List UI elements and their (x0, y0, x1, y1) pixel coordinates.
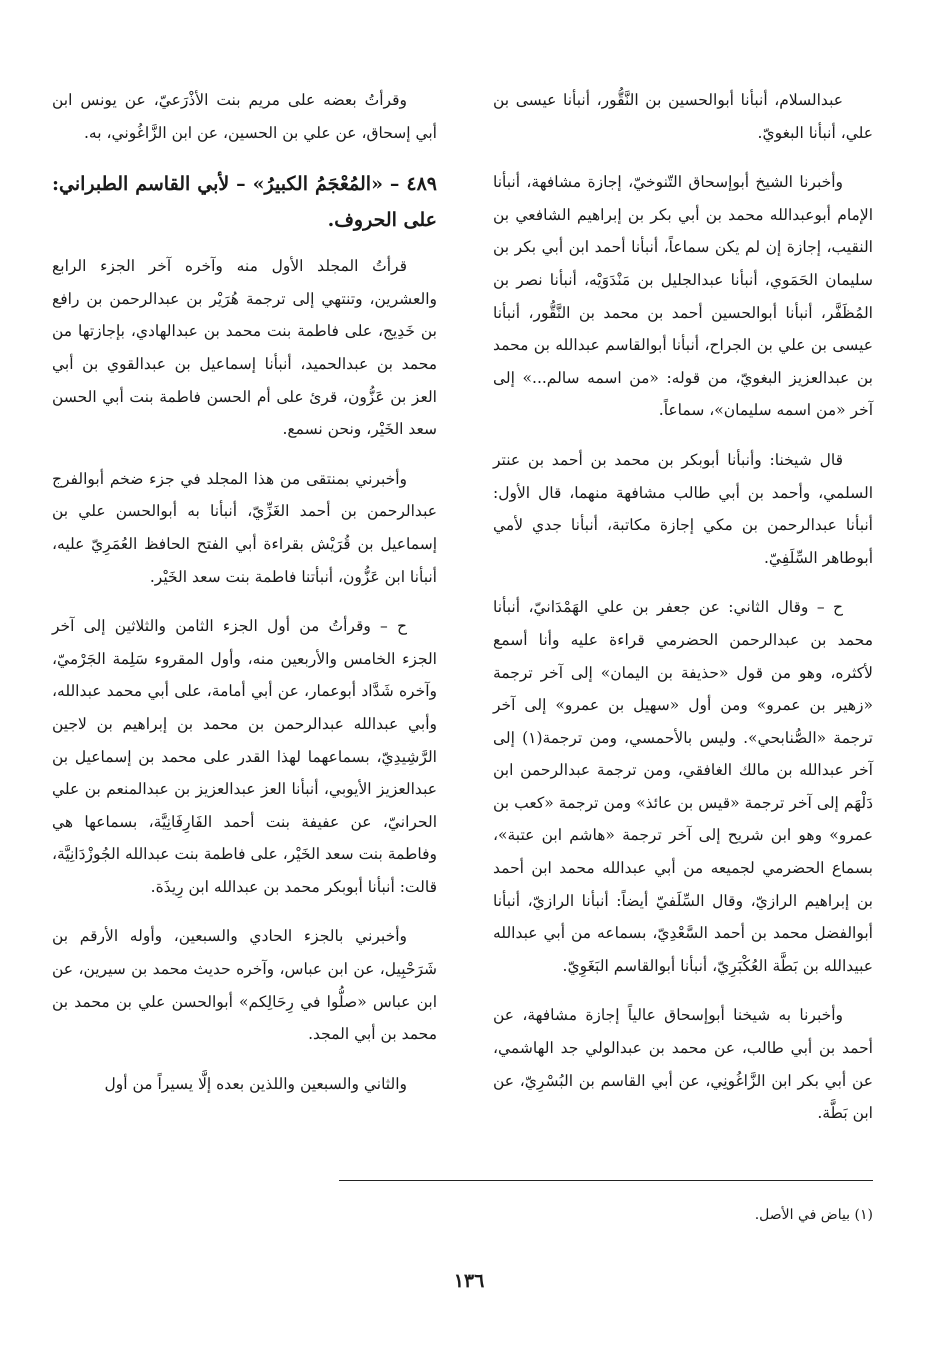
right-column (493, 84, 873, 1147)
right-paragraph-1: عبدالسلام، أنبأنا أبوالحسين بن النَّقُّور، أنبأنا عيسى بن علي، أنبأنا البغويّ. (493, 91, 873, 142)
left-paragraph-2: قرأتُ المجلد الأول منه وآخره آخر الجزء الرابع والعشرين، وتنتهي إلى ترجمة هُرَيْر بن عبدالرحمن بن رافع بن خَدِيج، على فاطمة بنت محمد بن عبدالهادي، بإجازتها من محمد بن عبدالحميد، أنبأنا إسماعيل بن عبدالقوي بن أبي العز بن عَزُّون، قرئ على أم الحسن فاطمة بنت أبي الحسن سعد الخَيْر، ونحن نسمع. (52, 257, 437, 439)
right-paragraph-5: وأخبرنا به شيخنا أبوإسحاق عالياً إجازة مشافهة، عن أحمد بن أبي طالب، عن محمد بن عبدالولي جد الهاشمي، عن أبي بكر ابن الزَّاغُونِي، عن أبي القاسم بن البُسْرِيّ، عن ابن بَطَّة. (493, 1006, 873, 1123)
right-paragraph-2: وأخبرنا الشيخ أبوإسحاق التّنوخيّ، إجازة مشافهة، أنبأنا الإمام أبوعبدالله محمد بن أبي بكر بن إبراهيم الشافعي بن النقيب، إجازة إن لم يكن سماعاً، أنبأنا أحمد ابن أبي بكر بن سليمان الحَمَوي، أنبأنا عبدالجليل بن مَنْدَوَيْه، أنبأنا نصر بن المُظَفَّر، أنبأنا أبوالحسين أحمد بن محمد بن النَّقُّور، أنبأنا عيسى بن علي بن الجراح، أنبأنا أبوالقاسم عبدالله بن محمد بن عبدالعزيز البغويّ، من قوله: «من اسمه سالم...» إلى آخر «من اسمه سليمان»، سماعاً. (493, 173, 873, 420)
left-paragraph-6: والثاني والسبعين واللذين بعده إلَّا يسيراً من أول (104, 1074, 407, 1093)
page-number: ١٣٦ (453, 1270, 485, 1292)
left-paragraph-4: ح – وقرأتُ من أول الجزء الثامن والثلاثين إلى آخر الجزء الخامس والأربعين منه، وأول المقروء سَلِمة الجَرْميّ، وآخره شَدَّاد أبوعمار، عن أبي أمامة، على أبي محمد عبدالله، وأبي عبدالله عبدالرحمن بن محمد بن إبراهيم بن لاجين الرَّشِيدِيّ، بسماعهما لهذا القدر على محمد بن إسماعيل بن عبدالعزيز الأيوبي، أنبأنا العز عبدالعزيز بن عبدالمنعم بن علي الحرانيّ، عن عفيفة بنت أحمد الفَارِفَانِيَّة، بسماعها هي وفاطمة بنت سعد الخَيْر، على فاطمة بنت عبدالله الجُوزْدَانِيَّة، قالت: أنبأنا أبوبكر محمد بن عبدالله ابن رِيذَة. (52, 617, 437, 896)
footnote: (١) بياض في الأصل. (754, 1207, 873, 1223)
left-paragraph-3: وأخبرني بمنتقى من هذا المجلد في جزء ضخم أبوالفرج عبدالرحمن بن أحمد الغَزِّيّ، أنبأنا به أبوالحسن علي بن إسماعيل بن قُرَيْش بقراءة أبي الفتح الحافظ العُمَرِيّ عليه، أنبأنا ابن عَزُّون، أنبأتنا فاطمة بنت سعد الخَيْر. (52, 469, 437, 586)
right-paragraph-3: قال شيخنا: وأنبأنا أبوبكر بن محمد بن أحمد بن عنتر السلمي، وأحمد بن أبي طالب مشافهة منهما، قال الأول: أنبأنا عبدالرحمن بن مكي إجازة مكاتبة، أنبأنا جدي لأمي أبوطاهر السِّلَفِيّ. (493, 450, 873, 567)
left-column (52, 84, 437, 1117)
left-paragraph-1: وقرأتُ بعضه على مريم بنت الأذْرَعيّ، عن يونس ابن أبي إسحاق، عن علي بن الحسين، عن ابن الزَّاغُوني، به. (52, 91, 437, 142)
footnote-divider (339, 1180, 873, 1181)
entry-heading: ٤٨٩ – «المُعْجَمُ الكبيرُ» – لأبي القاسم الطبراني: على الحروف. (52, 173, 437, 232)
left-paragraph-5: وأخبرني بالجزء الحادي والسبعين، وأوله الأرقم بن شَرَحْبِيل، عن ابن عباس، وآخره حديث محمد بن سيرين، عن ابن عباس «صلُّوا في رِحَالِكم» أبوالحسن علي بن محمد بن محمد بن أبي المجد. (52, 927, 437, 1044)
right-paragraph-4: ح – وقال الثاني: عن جعفر بن علي الهَمْدَانيّ، أنبأنا محمد بن عبدالرحمن الحضرمي قراءة عليه وأنا أسمع لأكثره، وهو من قول «حذيفة بن اليمان» إلى آخر ترجمة «زهير بن عمرو» ومن أول «سهيل بن عمرو» إلى آخر ترجمة «الصُّنابحي». وليس بالأحمسي، ومن ترجمة(١) إلى آخر عبدالله بن مالك الغافقي، ومن ترجمة عبدالرحمن ابن دَلْهَم إلى آخر ترجمة «قيس بن عائذ» ومن ترجمة «كعب بن عمرو» وهو ابن شريح إلى آخر ترجمة «هاشم ابن عتبة»، بسماع الحضرمي لجميعه من أبي عبدالله محمد ابن أحمد بن إبراهيم الرازيّ، وقال السِّلَفيّ أيضاً: أنبأنا الرازيّ، أنبأنا أبوالفضل محمد بن أحمد السَّعْدِيّ، بسماعه من أبي عبدالله عبيدالله بن بَطَّة العُكْبَرِيّ، أنبأنا أبوالقاسم البَغَوِيّ. (493, 598, 873, 975)
